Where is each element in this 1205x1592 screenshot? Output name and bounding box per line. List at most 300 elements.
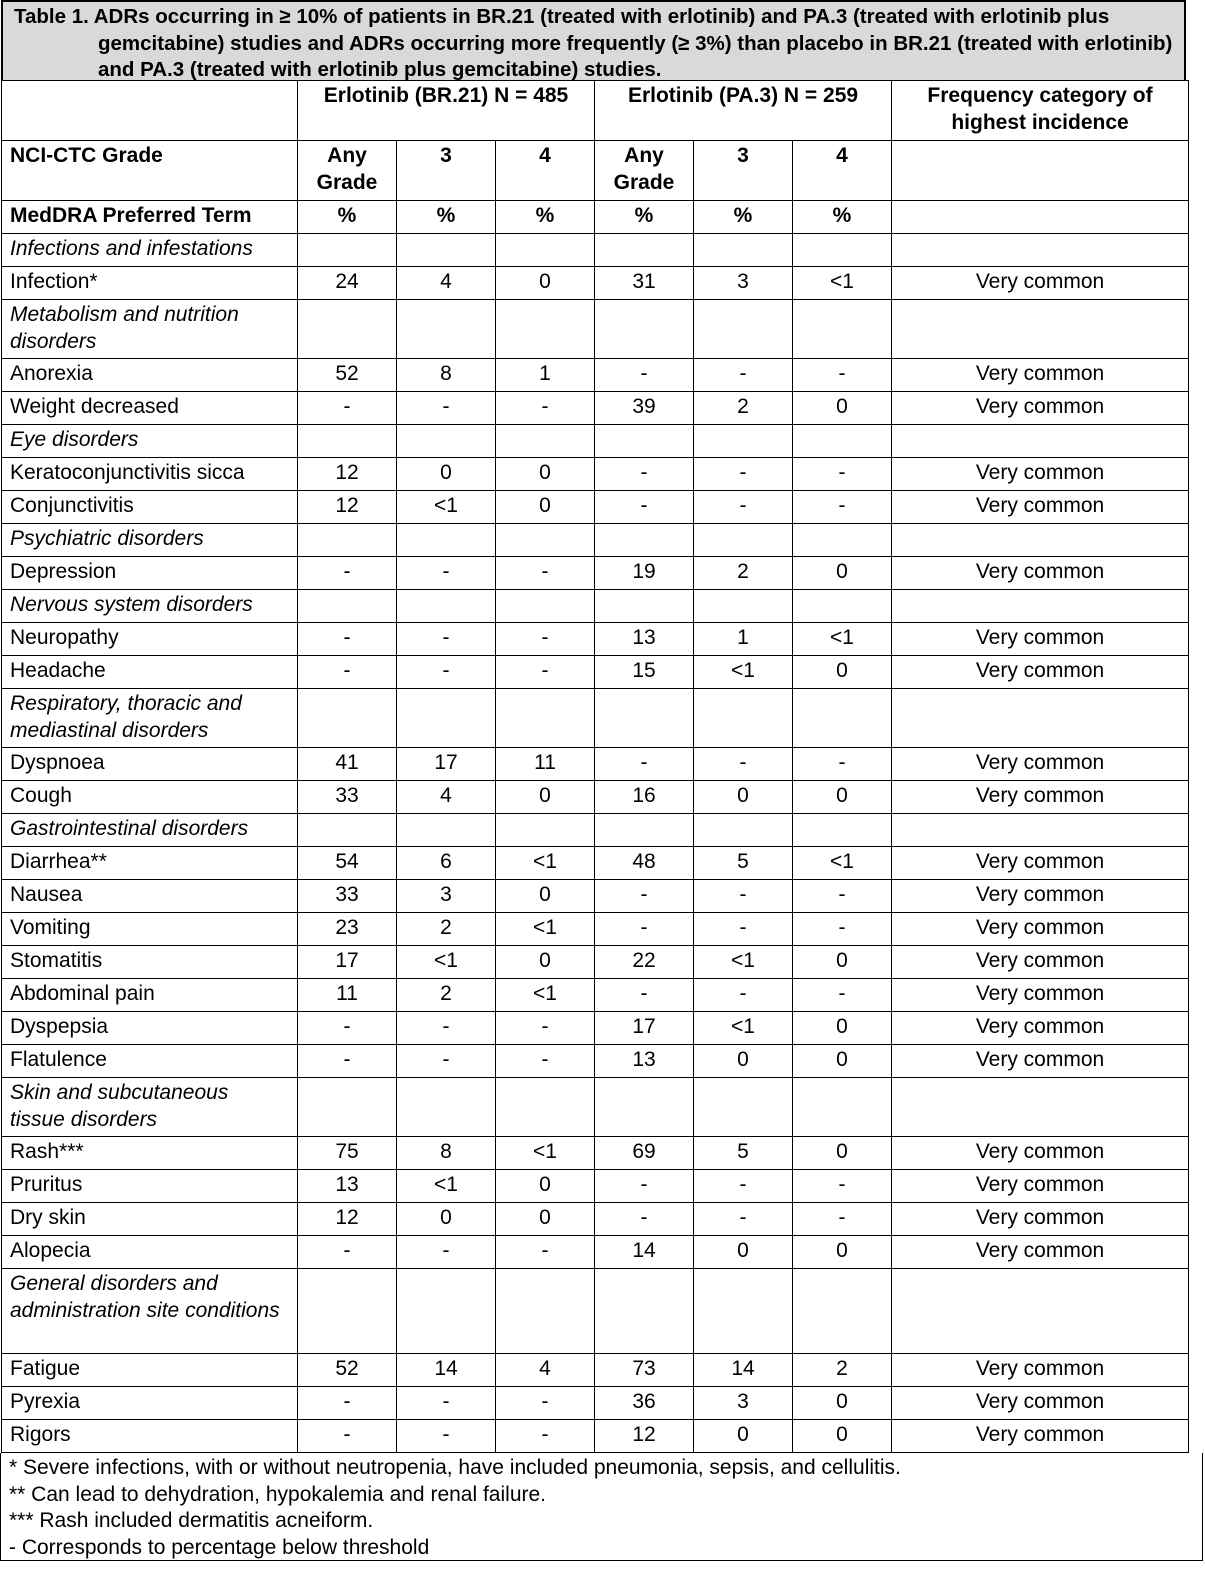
- value-cell: 0: [496, 880, 595, 913]
- frequency-cell: Very common: [892, 781, 1189, 814]
- value-cell: <1: [496, 847, 595, 880]
- table-row: [2, 748, 1189, 781]
- value-cell: -: [793, 748, 892, 781]
- empty-cell: [397, 1078, 496, 1137]
- value-cell: 11: [496, 748, 595, 781]
- value-cell: 12: [298, 491, 397, 524]
- value-cell: -: [496, 1236, 595, 1269]
- term-cell: Fatigue: [2, 1354, 298, 1387]
- value-cell: -: [298, 557, 397, 590]
- term-cell: Rash***: [2, 1137, 298, 1170]
- empty-cell: [793, 814, 892, 847]
- value-cell: -: [496, 1387, 595, 1420]
- value-cell: 0: [793, 1137, 892, 1170]
- empty-cell: [694, 814, 793, 847]
- value-cell: 0: [793, 946, 892, 979]
- category-label: Gastrointestinal disorders: [2, 814, 298, 847]
- value-cell: 5: [694, 847, 793, 880]
- term-cell: Keratoconjunctivitis sicca: [2, 458, 298, 491]
- value-cell: -: [397, 623, 496, 656]
- value-cell: 31: [595, 267, 694, 300]
- value-cell: 2: [793, 1354, 892, 1387]
- value-cell: 0: [694, 1045, 793, 1078]
- category-row: [2, 300, 1189, 359]
- category-label: Nervous system disorders: [2, 590, 298, 623]
- empty-cell: [298, 590, 397, 623]
- value-cell: 17: [397, 748, 496, 781]
- term-cell: Headache: [2, 656, 298, 689]
- value-cell: 73: [595, 1354, 694, 1387]
- frequency-cell: Very common: [892, 748, 1189, 781]
- term-cell: Conjunctivitis: [2, 491, 298, 524]
- value-cell: 75: [298, 1137, 397, 1170]
- empty-cell: [793, 1269, 892, 1354]
- value-cell: -: [793, 1170, 892, 1203]
- frequency-cell: Very common: [892, 1012, 1189, 1045]
- header-row-studies: [2, 81, 1189, 141]
- value-cell: 14: [397, 1354, 496, 1387]
- empty-cell: [694, 1269, 793, 1354]
- value-cell: <1: [397, 1170, 496, 1203]
- category-row: [2, 425, 1189, 458]
- header-pa3-g4: 4: [793, 141, 892, 201]
- value-cell: -: [694, 979, 793, 1012]
- empty-cell: [694, 234, 793, 267]
- footnote: *** Rash included dermatitis acneiform.: [9, 1509, 374, 1532]
- frequency-cell: Very common: [892, 1203, 1189, 1236]
- empty-cell: [496, 524, 595, 557]
- empty-cell: [892, 425, 1189, 458]
- category-label: General disorders and administration site conditions: [2, 1269, 298, 1354]
- value-cell: 12: [298, 1203, 397, 1236]
- value-cell: 41: [298, 748, 397, 781]
- value-cell: -: [694, 491, 793, 524]
- footnotes: [0, 1453, 1203, 1561]
- value-cell: <1: [694, 656, 793, 689]
- value-cell: 0: [793, 1045, 892, 1078]
- value-cell: -: [298, 656, 397, 689]
- frequency-cell: Very common: [892, 946, 1189, 979]
- header-pa3-any: Any Grade: [595, 141, 694, 201]
- value-cell: -: [793, 880, 892, 913]
- value-cell: -: [397, 656, 496, 689]
- table-row: [2, 1012, 1189, 1045]
- empty-cell: [595, 1269, 694, 1354]
- value-cell: 12: [298, 458, 397, 491]
- table-row: [2, 1420, 1189, 1453]
- value-cell: 13: [298, 1170, 397, 1203]
- empty-cell: [595, 689, 694, 748]
- value-cell: -: [397, 1012, 496, 1045]
- value-cell: -: [694, 359, 793, 392]
- table-row: [2, 656, 1189, 689]
- header-blank-freq: [892, 201, 1189, 234]
- term-cell: Pyrexia: [2, 1387, 298, 1420]
- value-cell: -: [298, 1387, 397, 1420]
- empty-cell: [694, 524, 793, 557]
- value-cell: 0: [694, 1236, 793, 1269]
- value-cell: 39: [595, 392, 694, 425]
- value-cell: 5: [694, 1137, 793, 1170]
- frequency-cell: Very common: [892, 656, 1189, 689]
- value-cell: <1: [496, 913, 595, 946]
- value-cell: 0: [397, 1203, 496, 1236]
- value-cell: -: [694, 913, 793, 946]
- empty-cell: [298, 1269, 397, 1354]
- value-cell: 19: [595, 557, 694, 590]
- header-pct: %: [496, 201, 595, 234]
- value-cell: 69: [595, 1137, 694, 1170]
- empty-cell: [892, 689, 1189, 748]
- empty-cell: [595, 1078, 694, 1137]
- empty-cell: [397, 590, 496, 623]
- empty-cell: [397, 425, 496, 458]
- value-cell: -: [397, 1387, 496, 1420]
- empty-cell: [298, 689, 397, 748]
- empty-cell: [595, 524, 694, 557]
- table-row: [2, 392, 1189, 425]
- value-cell: -: [694, 1203, 793, 1236]
- value-cell: -: [595, 748, 694, 781]
- empty-cell: [496, 300, 595, 359]
- value-cell: <1: [793, 623, 892, 656]
- value-cell: -: [595, 1170, 694, 1203]
- value-cell: 2: [694, 557, 793, 590]
- header-pa3-g3: 3: [694, 141, 793, 201]
- header-pct: %: [793, 201, 892, 234]
- term-cell: Neuropathy: [2, 623, 298, 656]
- term-cell: Stomatitis: [2, 946, 298, 979]
- header-br21: Erlotinib (BR.21) N = 485: [298, 81, 595, 141]
- value-cell: -: [694, 880, 793, 913]
- value-cell: 0: [793, 1236, 892, 1269]
- table-row: [2, 1170, 1189, 1203]
- empty-cell: [892, 1269, 1189, 1354]
- frequency-cell: Very common: [892, 392, 1189, 425]
- value-cell: -: [595, 1203, 694, 1236]
- frequency-cell: Very common: [892, 979, 1189, 1012]
- frequency-cell: Very common: [892, 458, 1189, 491]
- header-pct: %: [595, 201, 694, 234]
- term-cell: Flatulence: [2, 1045, 298, 1078]
- term-cell: Alopecia: [2, 1236, 298, 1269]
- value-cell: 1: [694, 623, 793, 656]
- value-cell: 3: [694, 267, 793, 300]
- value-cell: -: [496, 623, 595, 656]
- value-cell: -: [694, 1170, 793, 1203]
- frequency-cell: Very common: [892, 1420, 1189, 1453]
- category-row: [2, 1078, 1189, 1137]
- value-cell: 6: [397, 847, 496, 880]
- empty-cell: [694, 590, 793, 623]
- empty-cell: [892, 300, 1189, 359]
- frequency-cell: Very common: [892, 491, 1189, 524]
- term-cell: Infection*: [2, 267, 298, 300]
- value-cell: -: [595, 359, 694, 392]
- value-cell: 13: [595, 1045, 694, 1078]
- empty-cell: [892, 1078, 1189, 1137]
- empty-cell: [496, 590, 595, 623]
- empty-cell: [397, 1269, 496, 1354]
- value-cell: -: [397, 1045, 496, 1078]
- value-cell: 0: [793, 557, 892, 590]
- empty-cell: [298, 300, 397, 359]
- value-cell: 4: [397, 267, 496, 300]
- table-body: [2, 234, 1189, 1453]
- empty-cell: [793, 524, 892, 557]
- footnote: ** Can lead to dehydration, hypokalemia and renal failure.: [9, 1482, 547, 1506]
- header-grade-label: NCI-CTC Grade: [2, 141, 298, 201]
- table-row: [2, 1203, 1189, 1236]
- empty-cell: [595, 590, 694, 623]
- value-cell: -: [793, 458, 892, 491]
- value-cell: -: [694, 458, 793, 491]
- table-row: [2, 623, 1189, 656]
- empty-cell: [298, 814, 397, 847]
- table-row: [2, 913, 1189, 946]
- table-row: [2, 557, 1189, 590]
- frequency-cell: Very common: [892, 1170, 1189, 1203]
- value-cell: -: [595, 979, 694, 1012]
- value-cell: -: [298, 1045, 397, 1078]
- table-row: [2, 847, 1189, 880]
- value-cell: 54: [298, 847, 397, 880]
- value-cell: 0: [793, 1012, 892, 1045]
- value-cell: 0: [496, 458, 595, 491]
- value-cell: -: [595, 458, 694, 491]
- empty-cell: [298, 524, 397, 557]
- category-label: Metabolism and nutrition disorders: [2, 300, 298, 359]
- empty-cell: [496, 814, 595, 847]
- category-row: [2, 814, 1189, 847]
- empty-cell: [892, 814, 1189, 847]
- table-row: [2, 781, 1189, 814]
- frequency-cell: Very common: [892, 847, 1189, 880]
- empty-cell: [892, 590, 1189, 623]
- term-cell: Anorexia: [2, 359, 298, 392]
- empty-cell: [694, 1078, 793, 1137]
- empty-cell: [595, 234, 694, 267]
- term-cell: Vomiting: [2, 913, 298, 946]
- value-cell: 16: [595, 781, 694, 814]
- value-cell: 0: [496, 267, 595, 300]
- category-label: Skin and subcutaneous tissue disorders: [2, 1078, 298, 1137]
- term-cell: Abdominal pain: [2, 979, 298, 1012]
- value-cell: 33: [298, 781, 397, 814]
- value-cell: -: [595, 880, 694, 913]
- value-cell: 0: [496, 781, 595, 814]
- header-term-label: MedDRA Preferred Term: [2, 201, 298, 234]
- value-cell: 13: [595, 623, 694, 656]
- term-cell: Rigors: [2, 1420, 298, 1453]
- empty-cell: [496, 689, 595, 748]
- empty-cell: [496, 1269, 595, 1354]
- term-cell: Dry skin: [2, 1203, 298, 1236]
- empty-cell: [694, 300, 793, 359]
- header-pct: %: [298, 201, 397, 234]
- value-cell: 15: [595, 656, 694, 689]
- header-pa3: Erlotinib (PA.3) N = 259: [595, 81, 892, 141]
- empty-cell: [793, 590, 892, 623]
- value-cell: 0: [496, 491, 595, 524]
- value-cell: 8: [397, 359, 496, 392]
- category-label: Respiratory, thoracic and mediastinal disorders: [2, 689, 298, 748]
- frequency-cell: Very common: [892, 623, 1189, 656]
- frequency-cell: Very common: [892, 880, 1189, 913]
- frequency-cell: Very common: [892, 1387, 1189, 1420]
- value-cell: 2: [397, 913, 496, 946]
- value-cell: 2: [694, 392, 793, 425]
- frequency-cell: Very common: [892, 1137, 1189, 1170]
- empty-cell: [892, 524, 1189, 557]
- value-cell: 24: [298, 267, 397, 300]
- empty-cell: [496, 1078, 595, 1137]
- value-cell: -: [298, 1420, 397, 1453]
- empty-cell: [793, 1078, 892, 1137]
- value-cell: 4: [496, 1354, 595, 1387]
- header-row-units: [2, 201, 1189, 234]
- table-row: [2, 359, 1189, 392]
- value-cell: -: [496, 557, 595, 590]
- header-frequency: Frequency category of highest incidence: [892, 81, 1189, 141]
- header-blank-freq: [892, 141, 1189, 201]
- empty-cell: [397, 234, 496, 267]
- value-cell: 22: [595, 946, 694, 979]
- term-cell: Dyspepsia: [2, 1012, 298, 1045]
- term-cell: Pruritus: [2, 1170, 298, 1203]
- footnote: * Severe infections, with or without neutropenia, have included pneumonia, sepsis, and cellulitis.: [9, 1456, 901, 1479]
- value-cell: 4: [397, 781, 496, 814]
- value-cell: -: [397, 1420, 496, 1453]
- empty-cell: [595, 425, 694, 458]
- table-row: [2, 1236, 1189, 1269]
- category-label: Psychiatric disorders: [2, 524, 298, 557]
- empty-cell: [793, 689, 892, 748]
- value-cell: 0: [397, 458, 496, 491]
- empty-cell: [694, 425, 793, 458]
- empty-cell: [793, 234, 892, 267]
- table-row: [2, 1354, 1189, 1387]
- value-cell: 0: [793, 1387, 892, 1420]
- value-cell: -: [397, 392, 496, 425]
- value-cell: -: [496, 1012, 595, 1045]
- category-row: [2, 1269, 1189, 1354]
- category-row: [2, 524, 1189, 557]
- value-cell: -: [793, 359, 892, 392]
- term-cell: Nausea: [2, 880, 298, 913]
- table-row: [2, 1137, 1189, 1170]
- empty-cell: [496, 234, 595, 267]
- frequency-cell: Very common: [892, 1354, 1189, 1387]
- value-cell: -: [298, 392, 397, 425]
- term-cell: Dyspnoea: [2, 748, 298, 781]
- value-cell: 0: [793, 392, 892, 425]
- value-cell: <1: [694, 946, 793, 979]
- value-cell: 0: [496, 1203, 595, 1236]
- frequency-cell: Very common: [892, 1045, 1189, 1078]
- value-cell: -: [793, 913, 892, 946]
- value-cell: 48: [595, 847, 694, 880]
- value-cell: <1: [793, 847, 892, 880]
- value-cell: 0: [793, 781, 892, 814]
- value-cell: 3: [694, 1387, 793, 1420]
- value-cell: -: [793, 979, 892, 1012]
- header-pct: %: [694, 201, 793, 234]
- value-cell: 0: [694, 781, 793, 814]
- value-cell: 17: [298, 946, 397, 979]
- empty-cell: [892, 234, 1189, 267]
- empty-cell: [298, 234, 397, 267]
- empty-cell: [397, 689, 496, 748]
- table-row: [2, 491, 1189, 524]
- empty-cell: [793, 300, 892, 359]
- empty-cell: [397, 814, 496, 847]
- frequency-cell: Very common: [892, 557, 1189, 590]
- table-row: [2, 267, 1189, 300]
- table-row: [2, 458, 1189, 491]
- term-cell: Cough: [2, 781, 298, 814]
- value-cell: 23: [298, 913, 397, 946]
- table-row: [2, 1045, 1189, 1078]
- value-cell: 12: [595, 1420, 694, 1453]
- header-br21-g4: 4: [496, 141, 595, 201]
- value-cell: 0: [793, 1420, 892, 1453]
- category-label: Infections and infestations: [2, 234, 298, 267]
- value-cell: 1: [496, 359, 595, 392]
- value-cell: <1: [496, 979, 595, 1012]
- empty-cell: [298, 1078, 397, 1137]
- header-br21-any: Any Grade: [298, 141, 397, 201]
- value-cell: -: [496, 1420, 595, 1453]
- value-cell: -: [694, 748, 793, 781]
- value-cell: 0: [694, 1420, 793, 1453]
- empty-cell: [397, 300, 496, 359]
- value-cell: <1: [397, 491, 496, 524]
- value-cell: -: [793, 491, 892, 524]
- value-cell: -: [793, 1203, 892, 1236]
- frequency-cell: Very common: [892, 267, 1189, 300]
- value-cell: 2: [397, 979, 496, 1012]
- empty-cell: [397, 524, 496, 557]
- value-cell: 52: [298, 1354, 397, 1387]
- header-blank: [2, 81, 298, 141]
- category-row: [2, 689, 1189, 748]
- value-cell: -: [496, 392, 595, 425]
- table-caption: Table 1. ADRs occurring in ≥ 10% of patients in BR.21 (treated with erlotinib) and PA.3 (treated with erlotinib plus gemcitabine) studies and ADRs occurring more frequently (≥ 3%) than placebo in BR.21 (treated with erlotinib) and PA.3 (treated with erlotinib plus gemcitabine) studies.: [1, 0, 1186, 80]
- table-row: [2, 979, 1189, 1012]
- value-cell: 36: [595, 1387, 694, 1420]
- value-cell: <1: [496, 1137, 595, 1170]
- empty-cell: [595, 300, 694, 359]
- frequency-cell: Very common: [892, 913, 1189, 946]
- value-cell: <1: [694, 1012, 793, 1045]
- empty-cell: [694, 689, 793, 748]
- value-cell: 14: [595, 1236, 694, 1269]
- frequency-cell: Very common: [892, 359, 1189, 392]
- term-cell: Diarrhea**: [2, 847, 298, 880]
- header-pct: %: [397, 201, 496, 234]
- table-row: [2, 946, 1189, 979]
- value-cell: -: [298, 623, 397, 656]
- frequency-cell: Very common: [892, 1236, 1189, 1269]
- category-row: [2, 234, 1189, 267]
- value-cell: -: [397, 557, 496, 590]
- value-cell: 14: [694, 1354, 793, 1387]
- empty-cell: [793, 425, 892, 458]
- category-label: Eye disorders: [2, 425, 298, 458]
- value-cell: -: [595, 913, 694, 946]
- value-cell: 8: [397, 1137, 496, 1170]
